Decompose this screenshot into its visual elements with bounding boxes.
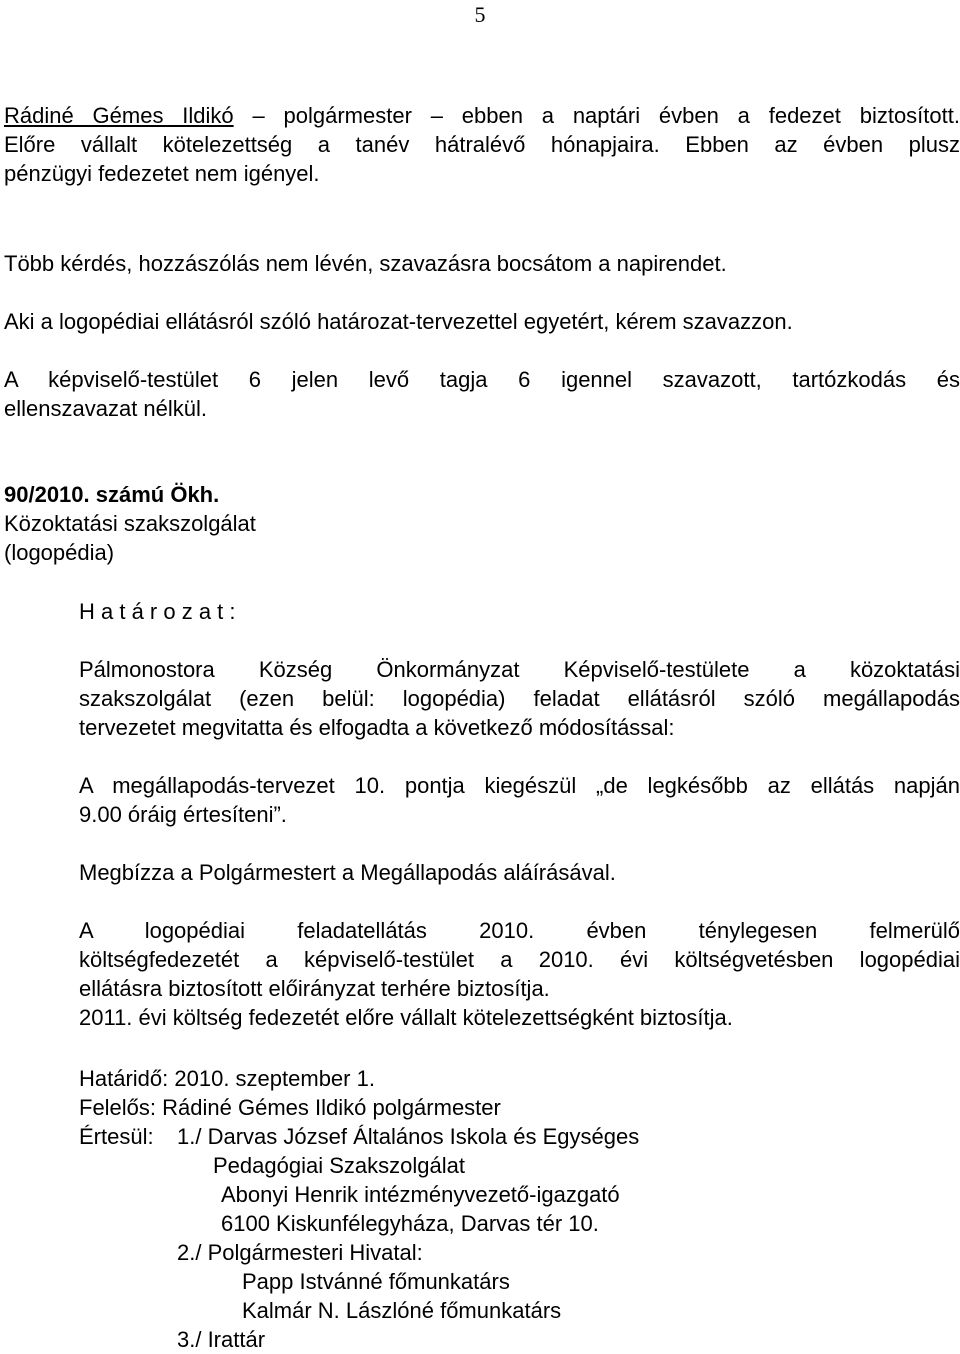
intro-line-1-rest: – polgármester – ebben a naptári évben a fedezet biztosított. bbox=[252, 103, 960, 128]
resolution-body bbox=[79, 655, 960, 742]
notify-item-3: 3./ Irattár bbox=[177, 1327, 266, 1352]
notify-label: Értesül: bbox=[79, 1124, 154, 1149]
cost-line-3: ellátásra biztosított előirányzat terhére biztosítja. bbox=[79, 976, 550, 1001]
notify-item-1-line-4: 6100 Kiskunfélegyháza, Darvas tér 10. bbox=[221, 1211, 599, 1236]
resolution-body-line-3: tervezetet megvitatta és elfogadta a következő módosítással: bbox=[79, 715, 675, 740]
intro-line-3: pénzügyi fedezetet nem igényel. bbox=[4, 161, 320, 186]
notify-item-1-line-3: Abonyi Henrik intézményvezető-igazgató bbox=[221, 1182, 620, 1207]
vote-result bbox=[4, 365, 960, 423]
speaker-name: Rádiné Gémes Ildikó bbox=[4, 103, 234, 128]
cost-line-1: A logopédiai feladatellátás 2010. évben ténylegesen felmerülő bbox=[79, 918, 960, 943]
intro-paragraph bbox=[4, 101, 960, 188]
notify-item-1-line-1: 1./ Darvas József Általános Iskola és Egységes bbox=[177, 1124, 640, 1149]
resolution-heading: H a t á r o z a t : bbox=[79, 599, 236, 624]
vote-call-line-2: Aki a logopédiai ellátásról szóló határozat-tervezettel egyetért, kérem szavazzon. bbox=[4, 309, 793, 334]
intro-line-2: Előre vállalt kötelezettség a tanév hátralévő hónapjaira. Ebben az évben plusz bbox=[4, 132, 960, 157]
resolution-body-line-2: szakszolgálat (ezen belül: logopédia) feladat ellátásról szóló megállapodás bbox=[79, 686, 960, 711]
cost-paragraph bbox=[79, 916, 960, 1032]
notify-item-2-line-2: Papp Istvánné főmunkatárs bbox=[242, 1269, 510, 1294]
resolution-number: 90/2010. számú Ökh. bbox=[4, 482, 220, 507]
vote-call-line-1: Több kérdés, hozzászólás nem lévén, szavazásra bocsátom a napirendet. bbox=[4, 251, 727, 276]
vote-result-line-2: ellenszavazat nélkül. bbox=[4, 396, 208, 421]
intro-line-1 bbox=[4, 101, 960, 130]
amendment-line-1: A megállapodás-tervezet 10. pontja kiegészül „de legkésőbb az ellátás napján bbox=[79, 773, 960, 798]
amendment bbox=[79, 771, 960, 829]
resolution-subject-line-2: (logopédia) bbox=[4, 540, 115, 565]
cost-line-4: 2011. évi költség fedezetét előre vállalt kötelezettségként biztosítja. bbox=[79, 1005, 733, 1030]
resolution-subject-line-1: Közoktatási szakszolgálat bbox=[4, 511, 256, 536]
resolution-body-line-1: Pálmonostora Község Önkormányzat Képviselő-testülete a közoktatási bbox=[79, 657, 960, 682]
page-number: 5 bbox=[474, 2, 486, 27]
notify-item-2-line-3: Kalmár N. Lászlóné főmunkatárs bbox=[242, 1298, 562, 1323]
responsible-line: Felelős: Rádiné Gémes Ildikó polgármester bbox=[79, 1095, 501, 1120]
amendment-line-2: 9.00 óráig értesíteni”. bbox=[79, 802, 287, 827]
notify-item-1-line-2: Pedagógiai Szakszolgálat bbox=[213, 1153, 465, 1178]
mandate-line: Megbízza a Polgármestert a Megállapodás aláírásával. bbox=[79, 860, 616, 885]
cost-line-2: költségfedezetét a képviselő-testület a 2010. évi költségvetésben logopédiai bbox=[79, 947, 960, 972]
notify-item-2-line-1: 2./ Polgármesteri Hivatal: bbox=[177, 1240, 423, 1265]
vote-result-line-1: A képviselő-testület 6 jelen levő tagja 6 igennel szavazott, tartózkodás és bbox=[4, 367, 960, 392]
deadline-line: Határidő: 2010. szeptember 1. bbox=[79, 1066, 375, 1091]
